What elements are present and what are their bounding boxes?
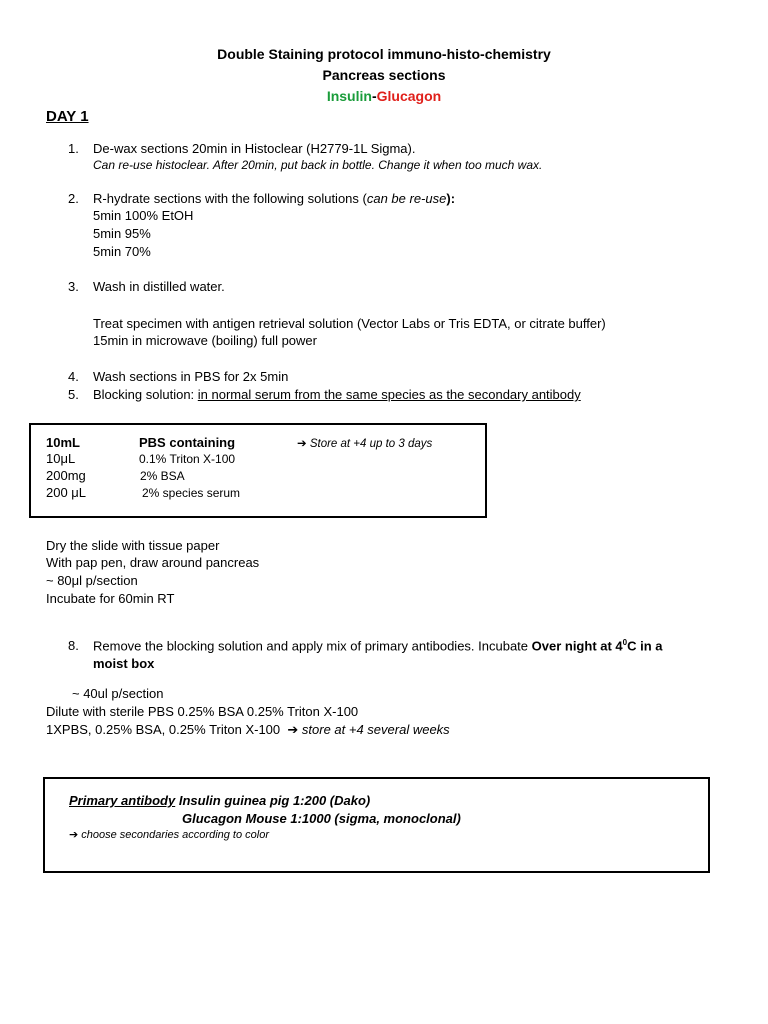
dilution-line-3-text: 1XPBS, 0.25% BSA, 0.25% Triton X-100 <box>46 722 281 737</box>
step-2-text <box>93 191 455 206</box>
step-2-pre: R-hydrate sections with the following solutions ( <box>93 191 367 206</box>
step-2-line: 5min 100% EtOH <box>93 208 194 223</box>
primary-antibody-label: Primary antibody <box>69 793 176 808</box>
step-8-pre: Remove the blocking solution and apply mix of primary antibodies. Incubate <box>93 638 532 654</box>
after-block-line: Dry the slide with tissue paper <box>46 538 220 553</box>
step-8-line2: moist box <box>93 656 155 671</box>
dilution-line: ~ 40ul p/section <box>72 686 164 701</box>
step-2-note: can be re-use <box>366 191 447 206</box>
step-2-post: ): <box>446 191 456 206</box>
step-3-extra-2: 15min in microwave (boiling) full power <box>93 333 317 348</box>
step-5-pre: Blocking solution: <box>93 387 198 402</box>
step-8-sup: 0 <box>622 638 628 647</box>
stain-title <box>0 88 768 104</box>
step-8-text <box>93 638 663 653</box>
step-2-line: 5min 70% <box>93 244 151 259</box>
blocking-store-note <box>297 436 432 450</box>
step-1-num: 1. <box>68 141 79 156</box>
step-5-underlined: in normal serum from the same species as the secondary antibody <box>197 387 581 402</box>
after-block-line: Incubate for 60min RT <box>46 591 175 606</box>
blocking-row-amount: 200mg <box>46 468 86 483</box>
arrow-right-icon: ➔ <box>69 829 79 841</box>
store-note-text: Store at +4 up to 3 days <box>309 438 433 450</box>
blocking-header-amount: 10mL <box>46 435 80 450</box>
step-2-num: 2. <box>68 191 79 206</box>
primary-antibody-2: Glucagon Mouse 1:1000 (sigma, monoclonal) <box>182 811 461 826</box>
step-8-bold-end: C in a <box>627 638 663 654</box>
stain-sep: - <box>371 88 377 104</box>
step-3-extra-1: Treat specimen with antigen retrieval solution (Vector Labs or Tris EDTA, or citrate buffer) <box>93 316 606 331</box>
day-heading: DAY 1 <box>46 108 89 125</box>
step-8-num: 8. <box>68 638 79 653</box>
stain-b: Glucagon <box>376 88 442 104</box>
blocking-row-amount: 200 μL <box>46 485 87 500</box>
arrow-right-icon: ➔ <box>297 438 307 450</box>
after-block-line: With pap pen, draw around pancreas <box>46 555 260 570</box>
stain-a: Insulin <box>326 88 372 104</box>
doc-subtitle: Pancreas sections <box>322 67 446 83</box>
step-5-num: 5. <box>68 387 79 402</box>
primary-antibody-1: Insulin guinea pig 1:200 (Dako) <box>178 793 371 808</box>
step-1-text: De-wax sections 20min in Histoclear (H2779-1L Sigma). <box>93 141 416 156</box>
step-1-note: Can re-use histoclear. After 20min, put back in bottle. Change it when too much wax. <box>93 158 543 172</box>
step-3-num: 3. <box>68 279 79 294</box>
blocking-row-desc: 2% species serum <box>142 486 241 500</box>
step-3-text: Wash in distilled water. <box>93 279 225 294</box>
after-block-line: ~ 80μl p/section <box>46 573 138 588</box>
step-2-line: 5min 95% <box>93 226 151 241</box>
step-5-text <box>93 387 581 402</box>
arrow-right-icon: ➔ <box>287 722 299 737</box>
secondary-note-text: choose secondaries according to color <box>81 829 270 841</box>
blocking-row-desc: 2% BSA <box>140 469 185 483</box>
dilution-line: Dilute with sterile PBS 0.25% BSA 0.25% Triton X-100 <box>46 704 359 719</box>
blocking-row-desc: 0.1% Triton X-100 <box>139 452 236 466</box>
dilution-store-note: store at +4 several weeks <box>301 722 450 737</box>
primary-antibody-line <box>69 793 370 808</box>
blocking-header-desc: PBS containing <box>139 435 236 450</box>
doc-title: Double Staining protocol immuno-histo-chemistry <box>217 46 551 62</box>
step-8-bold: Over night at 4 <box>531 638 623 654</box>
step-4-num: 4. <box>68 369 79 384</box>
dilution-line-3 <box>46 722 450 738</box>
secondary-note <box>69 828 269 841</box>
step-4-text: Wash sections in PBS for 2x 5min <box>93 369 289 384</box>
blocking-row-amount: 10μL <box>46 451 76 466</box>
